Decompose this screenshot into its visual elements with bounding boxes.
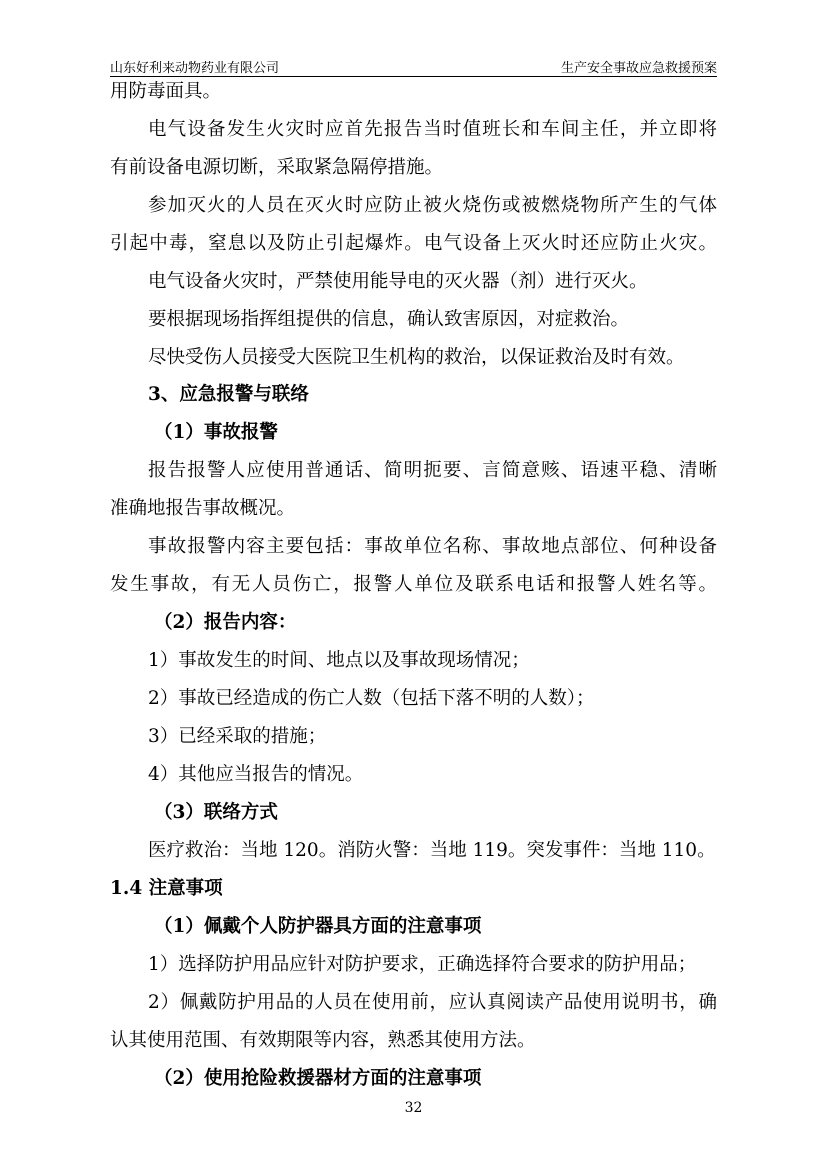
list-item: 1）事故发生的时间、地点以及事故现场情况； bbox=[148, 650, 530, 671]
paragraph-line: 认其使用范围、有效期限等内容，熟悉其使用方法。 bbox=[110, 1030, 536, 1051]
paragraph-line: 准确地报告事故概况。 bbox=[110, 498, 296, 519]
paragraph-line: 医疗救治：当地 120。消防火警：当地 119。突发事件：当地 110。 bbox=[148, 840, 716, 861]
page-number: 32 bbox=[404, 1100, 423, 1116]
page-header bbox=[110, 52, 717, 77]
paragraph-line: 事故报警内容主要包括：事故单位名称、事故地点部位、何种设备 bbox=[148, 536, 717, 557]
paragraph-line: 有前设备电源切断，采取紧急隔停措施。 bbox=[110, 157, 444, 178]
paragraph-line: 要根据现场指挥组提供的信息，确认致害原因，对症救治。 bbox=[148, 309, 630, 330]
paragraph-line: 引起中毒，窒息以及防止引起爆炸。电气设备上灭火时还应防止火灾。 bbox=[110, 233, 717, 254]
list-item: 3）已经采取的措施； bbox=[148, 726, 327, 747]
paragraph-line: 电气设备火灾时，严禁使用能导电的灭火器（剂）进行灭火。 bbox=[148, 271, 648, 292]
paragraph-line: 电气设备发生火灾时应首先报告当时值班长和车间主任，并立即将 bbox=[148, 119, 717, 140]
paragraph-line: 参加灭火的人员在灭火时应防止被火烧伤或被燃烧物所产生的气体 bbox=[148, 195, 717, 216]
paragraph-line: 用防毒面具。 bbox=[110, 81, 222, 102]
subsection-heading: （2）报告内容： bbox=[154, 612, 297, 633]
header-company: 山东好利来动物药业有限公司 bbox=[110, 61, 280, 76]
header-doc-title: 生产安全事故应急救援预案 bbox=[560, 61, 717, 76]
subsection-heading: （1）事故报警 bbox=[154, 422, 278, 443]
subsection-heading: （2）使用抢险救援器材方面的注意事项 bbox=[154, 1068, 482, 1089]
list-item: 4）其他应当报告的情况。 bbox=[148, 764, 364, 785]
list-item: 1）选择防护用品应针对防护要求，正确选择符合要求的防护用品； bbox=[148, 954, 697, 975]
subsection-heading: （1）佩戴个人防护器具方面的注意事项 bbox=[154, 916, 482, 937]
section-heading: 1.4 注意事项 bbox=[110, 878, 223, 899]
list-item: 2）事故已经造成的伤亡人数（包括下落不明的人数）； bbox=[148, 688, 595, 709]
list-item: 2）佩戴防护用品的人员在使用前，应认真阅读产品使用说明书，确 bbox=[148, 992, 717, 1013]
paragraph-line: 报告报警人应使用普通话、简明扼要、言简意赅、语速平稳、清晰 bbox=[148, 460, 717, 481]
section-heading: 3、应急报警与联络 bbox=[148, 384, 309, 405]
paragraph-line: 发生事故，有无人员伤亡，报警人单位及联系电话和报警人姓名等。 bbox=[110, 574, 717, 595]
paragraph-line: 尽快受伤人员接受大医院卫生机构的救治，以保证救治及时有效。 bbox=[148, 347, 685, 368]
subsection-heading: （3）联络方式 bbox=[154, 802, 278, 823]
